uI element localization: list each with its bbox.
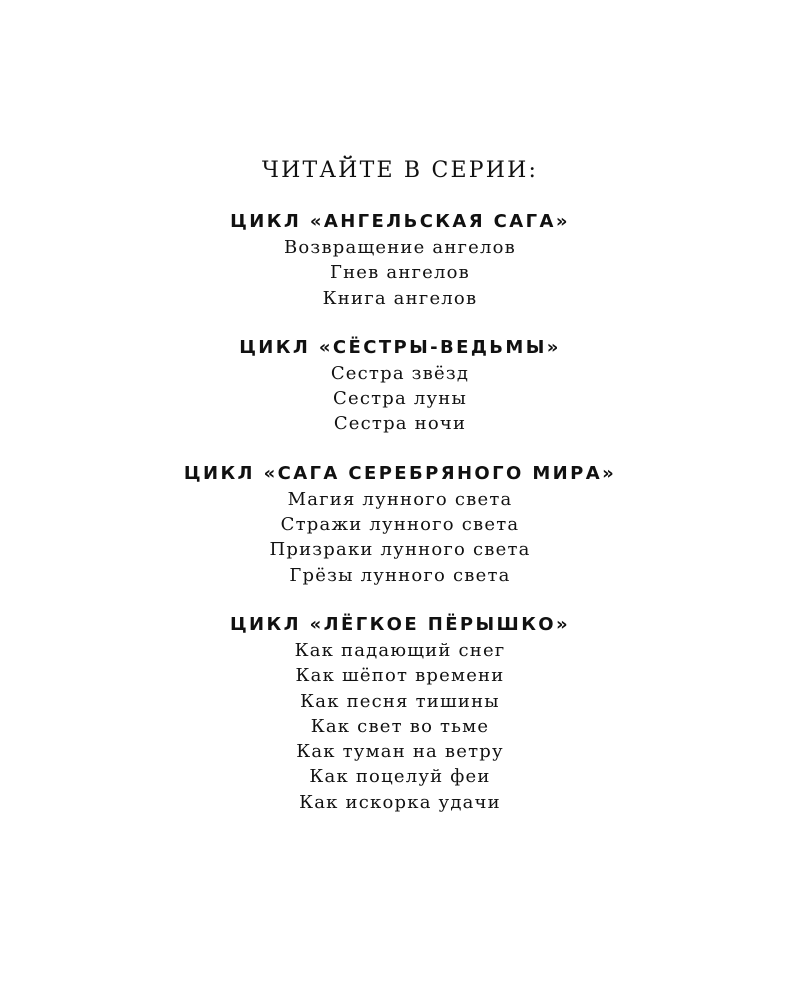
page-heading: ЧИТАЙТЕ В СЕРИИ:	[261, 158, 539, 183]
book-title: Как свет во тьме	[310, 715, 490, 737]
book-title: Сестра звёзд	[330, 362, 470, 384]
book-list	[0, 638, 800, 815]
cycle-light-feather	[0, 612, 800, 815]
book-list	[0, 487, 800, 588]
book-title: Как туман на ветру	[296, 741, 504, 763]
book-title: Магия лунного света	[287, 488, 513, 510]
cycle-title: ЦИКЛ «САГА СЕРЕБРЯНОГО МИРА»	[183, 462, 617, 484]
cycle-title: ЦИКЛ «АНГЕЛЬСКАЯ САГА»	[230, 211, 570, 232]
book-title: Призраки лунного света	[269, 539, 531, 561]
book-title: Как падающий снег	[294, 639, 506, 661]
book-title: Как поцелуй феи	[309, 766, 491, 788]
series-list	[0, 157, 800, 839]
cycle-title: ЦИКЛ «СЁСТРЫ-ВЕДЬМЫ»	[239, 336, 561, 358]
book-title: Грёзы лунного света	[289, 564, 511, 586]
cycle-silver-world-saga	[0, 461, 800, 588]
cycle-sister-witches	[0, 335, 800, 437]
book-title: Сестра ночи	[333, 413, 467, 435]
book-title: Гнев ангелов	[329, 262, 471, 284]
book-title: Как шёпот времени	[295, 665, 505, 687]
book-title: Возвращение ангелов	[283, 237, 517, 258]
book-title: Стражи лунного света	[280, 514, 520, 536]
book-list	[0, 361, 800, 437]
book-title: Как искорка удачи	[299, 791, 501, 813]
book-list	[0, 235, 800, 311]
cycle-title: ЦИКЛ «ЛЁГКОЕ ПЁРЫШКО»	[229, 613, 571, 635]
book-title: Книга ангелов	[322, 287, 478, 309]
book-title: Сестра луны	[333, 388, 467, 410]
cycle-angelic-saga	[0, 209, 800, 311]
book-title: Как песня тишины	[300, 690, 500, 712]
